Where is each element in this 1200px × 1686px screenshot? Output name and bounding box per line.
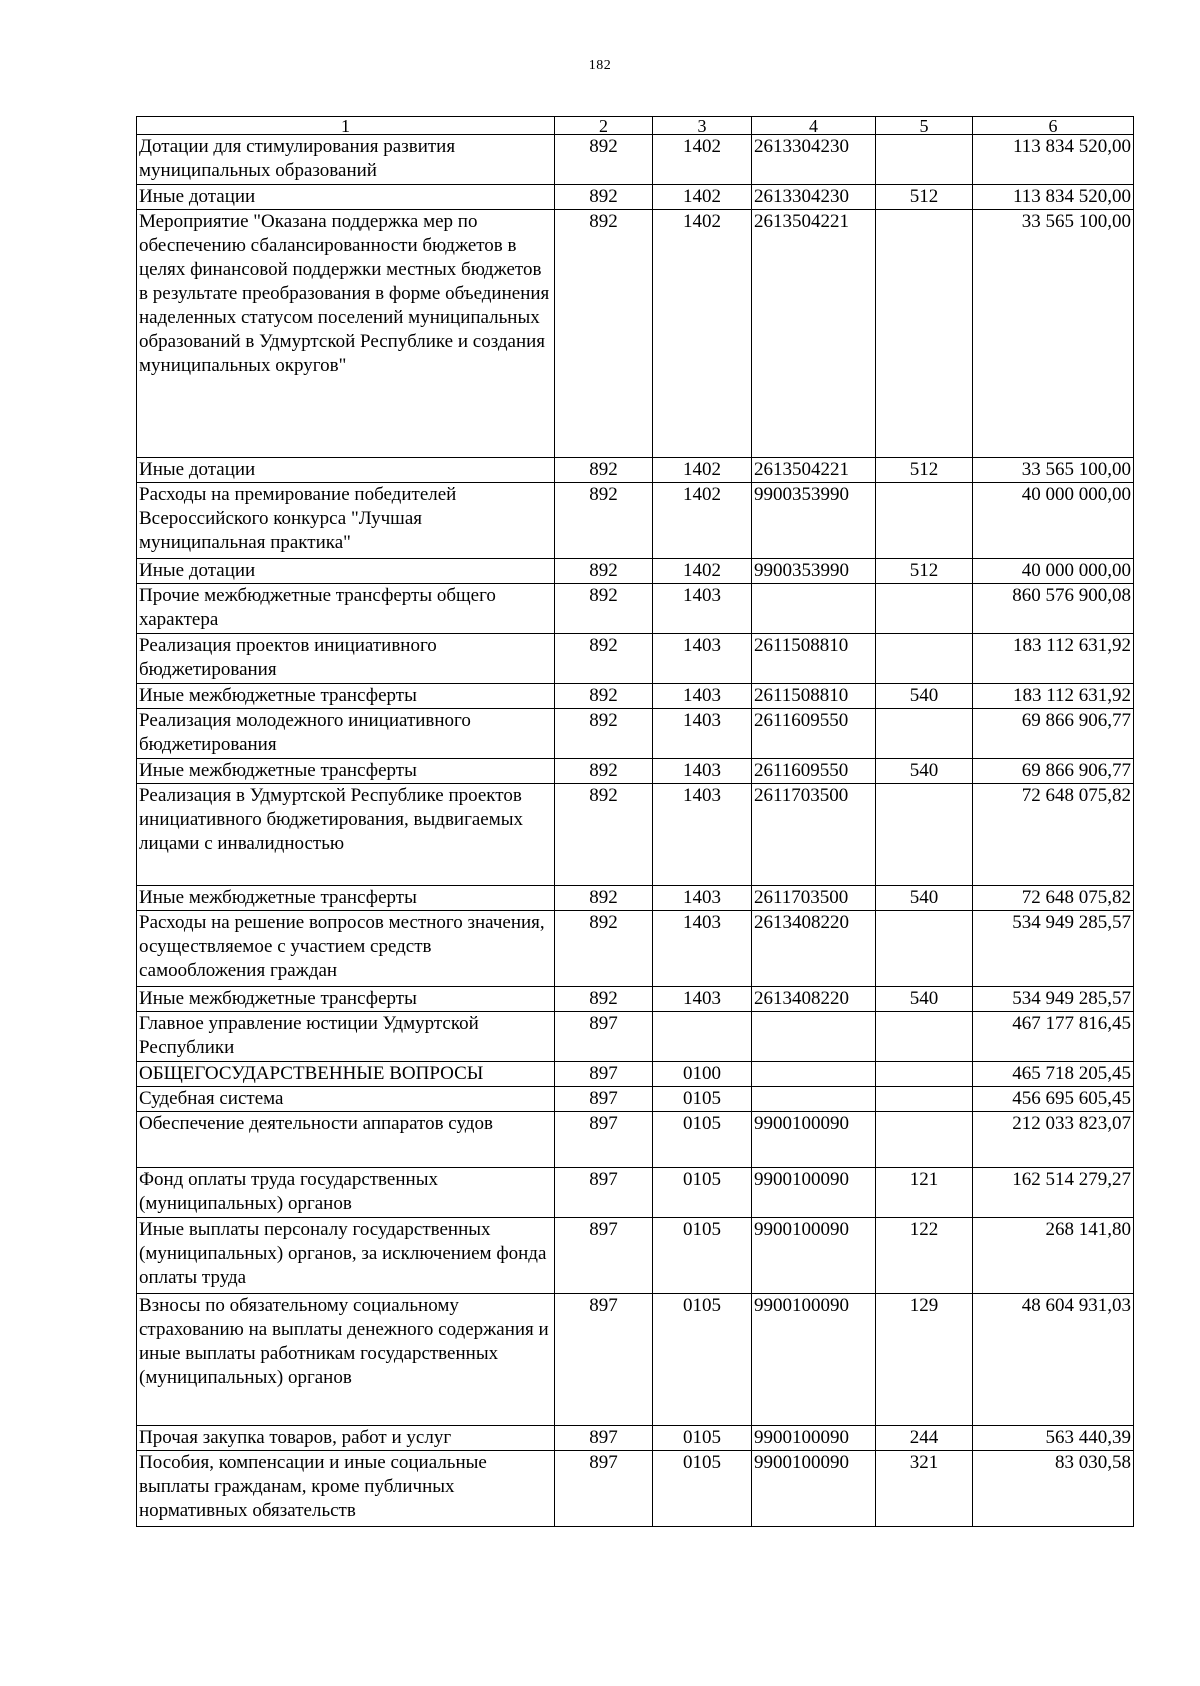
row-col-5 — [876, 1087, 973, 1112]
row-col-6: 860 576 900,08 — [973, 584, 1134, 634]
table-row — [137, 185, 1134, 210]
row-col-3: 1402 — [653, 135, 752, 185]
row-col-3: 1403 — [653, 584, 752, 634]
row-name: Прочая закупка товаров, работ и услуг — [137, 1426, 555, 1451]
row-col-5: 540 — [876, 987, 973, 1012]
row-name: Дотации для стимулирования развития муниципальных образований — [137, 135, 555, 185]
row-col-6: 113 834 520,00 — [973, 185, 1134, 210]
row-col-4: 9900100090 — [752, 1294, 876, 1426]
row-col-6: 33 565 100,00 — [973, 458, 1134, 483]
row-col-5: 122 — [876, 1218, 973, 1294]
row-col-5: 512 — [876, 559, 973, 584]
row-name: Фонд оплаты труда государственных (муниципальных) органов — [137, 1168, 555, 1218]
table-row — [137, 684, 1134, 709]
page-number: 182 — [588, 58, 612, 73]
row-col-5 — [876, 1012, 973, 1062]
row-col-2: 892 — [555, 584, 653, 634]
row-col-6: 467 177 816,45 — [973, 1012, 1134, 1062]
row-col-5: 540 — [876, 684, 973, 709]
row-col-3: 0105 — [653, 1168, 752, 1218]
row-col-6: 69 866 906,77 — [973, 759, 1134, 784]
row-col-4: 2613408220 — [752, 987, 876, 1012]
row-col-6: 563 440,39 — [973, 1426, 1134, 1451]
row-col-5 — [876, 135, 973, 185]
row-col-3: 1403 — [653, 987, 752, 1012]
row-col-5 — [876, 483, 973, 559]
row-name: Судебная система — [137, 1087, 555, 1112]
row-col-6: 183 112 631,92 — [973, 634, 1134, 684]
row-col-2: 892 — [555, 458, 653, 483]
row-col-3: 1403 — [653, 886, 752, 911]
row-col-4: 2613504221 — [752, 458, 876, 483]
row-col-6: 40 000 000,00 — [973, 559, 1134, 584]
row-col-2: 897 — [555, 1451, 653, 1527]
row-col-4: 2613304230 — [752, 135, 876, 185]
row-name: Иные дотации — [137, 559, 555, 584]
table-row — [137, 1294, 1134, 1426]
table-row — [137, 1062, 1134, 1087]
row-name: Прочие межбюджетные трансферты общего характера — [137, 584, 555, 634]
row-col-2: 897 — [555, 1294, 653, 1426]
row-col-6: 162 514 279,27 — [973, 1168, 1134, 1218]
row-name: Главное управление юстиции Удмуртской Республики — [137, 1012, 555, 1062]
row-col-5: 321 — [876, 1451, 973, 1527]
row-col-4 — [752, 1087, 876, 1112]
row-name: ОБЩЕГОСУДАРСТВЕННЫЕ ВОПРОСЫ — [137, 1062, 555, 1087]
row-name: Иные дотации — [137, 458, 555, 483]
row-name: Расходы на премирование победителей Всероссийского конкурса "Лучшая муниципальная практика" — [137, 483, 555, 559]
row-col-2: 892 — [555, 684, 653, 709]
row-name: Мероприятие "Оказана поддержка мер по обеспечению сбалансированности бюджетов в целях финансовой поддержки местных бюджетов в результате преобразования в форме объединения наделенных статусом поселений муниципальных образований в Удмуртской Республике и создания муниципальных округов" — [137, 210, 555, 458]
row-col-6: 40 000 000,00 — [973, 483, 1134, 559]
table-row — [137, 784, 1134, 886]
row-col-4: 9900353990 — [752, 559, 876, 584]
row-col-2: 892 — [555, 886, 653, 911]
row-col-2: 897 — [555, 1218, 653, 1294]
row-col-3: 1403 — [653, 684, 752, 709]
table-row — [137, 458, 1134, 483]
row-name: Пособия, компенсации и иные социальные выплаты гражданам, кроме публичных нормативных обязательств — [137, 1451, 555, 1527]
table-row — [137, 709, 1134, 759]
row-col-4: 9900100090 — [752, 1168, 876, 1218]
row-col-6: 183 112 631,92 — [973, 684, 1134, 709]
row-col-5: 512 — [876, 185, 973, 210]
row-col-6: 465 718 205,45 — [973, 1062, 1134, 1087]
header-row — [137, 117, 1134, 135]
row-name: Иные выплаты персоналу государственных (муниципальных) органов, за исключением фонда оплаты труда — [137, 1218, 555, 1294]
row-col-2: 892 — [555, 784, 653, 886]
row-col-3: 0105 — [653, 1112, 752, 1168]
row-col-3: 1402 — [653, 483, 752, 559]
row-col-3: 1403 — [653, 759, 752, 784]
row-col-3: 1403 — [653, 709, 752, 759]
row-col-6: 33 565 100,00 — [973, 210, 1134, 458]
row-col-6: 69 866 906,77 — [973, 709, 1134, 759]
row-col-5: 540 — [876, 886, 973, 911]
row-col-4: 2611703500 — [752, 886, 876, 911]
row-col-2: 897 — [555, 1426, 653, 1451]
row-col-3: 0105 — [653, 1426, 752, 1451]
row-col-2: 892 — [555, 483, 653, 559]
row-col-5 — [876, 634, 973, 684]
table-row — [137, 483, 1134, 559]
header-col-1: 1 — [137, 117, 555, 135]
row-col-2: 892 — [555, 185, 653, 210]
row-col-3 — [653, 1012, 752, 1062]
row-col-4 — [752, 1012, 876, 1062]
budget-table — [136, 116, 1134, 1527]
table-row — [137, 634, 1134, 684]
row-col-5: 540 — [876, 759, 973, 784]
row-col-6: 113 834 520,00 — [973, 135, 1134, 185]
row-col-5: 121 — [876, 1168, 973, 1218]
table-row — [137, 911, 1134, 987]
row-col-2: 897 — [555, 1168, 653, 1218]
row-col-5: 244 — [876, 1426, 973, 1451]
row-name: Иные межбюджетные трансферты — [137, 987, 555, 1012]
row-name: Расходы на решение вопросов местного значения, осуществляемое с участием средств самообложения граждан — [137, 911, 555, 987]
row-col-3: 1403 — [653, 634, 752, 684]
row-col-2: 892 — [555, 210, 653, 458]
row-col-5 — [876, 784, 973, 886]
row-col-3: 0100 — [653, 1062, 752, 1087]
header-col-3: 3 — [653, 117, 752, 135]
row-col-6: 83 030,58 — [973, 1451, 1134, 1527]
row-col-3: 1402 — [653, 185, 752, 210]
row-col-4: 9900353990 — [752, 483, 876, 559]
header-col-2: 2 — [555, 117, 653, 135]
row-col-3: 1402 — [653, 559, 752, 584]
row-name: Реализация молодежного инициативного бюджетирования — [137, 709, 555, 759]
row-col-6: 48 604 931,03 — [973, 1294, 1134, 1426]
row-col-6: 534 949 285,57 — [973, 911, 1134, 987]
row-col-4: 2613304230 — [752, 185, 876, 210]
row-col-6: 534 949 285,57 — [973, 987, 1134, 1012]
row-col-6: 72 648 075,82 — [973, 886, 1134, 911]
row-col-4 — [752, 584, 876, 634]
row-col-2: 897 — [555, 1112, 653, 1168]
table-row — [137, 759, 1134, 784]
row-col-2: 892 — [555, 709, 653, 759]
row-name: Иные межбюджетные трансферты — [137, 759, 555, 784]
row-name: Иные межбюджетные трансферты — [137, 886, 555, 911]
row-col-2: 892 — [555, 987, 653, 1012]
row-col-4: 2611508810 — [752, 634, 876, 684]
row-col-5: 129 — [876, 1294, 973, 1426]
row-col-3: 1402 — [653, 458, 752, 483]
row-col-5: 512 — [876, 458, 973, 483]
row-col-6: 72 648 075,82 — [973, 784, 1134, 886]
row-col-4: 9900100090 — [752, 1112, 876, 1168]
row-col-4 — [752, 1062, 876, 1087]
table-row — [137, 1426, 1134, 1451]
row-col-2: 897 — [555, 1012, 653, 1062]
row-col-2: 892 — [555, 911, 653, 987]
table-row — [137, 987, 1134, 1012]
header-col-4: 4 — [752, 117, 876, 135]
row-col-3: 1403 — [653, 784, 752, 886]
row-col-5 — [876, 584, 973, 634]
row-col-4: 9900100090 — [752, 1218, 876, 1294]
row-col-3: 0105 — [653, 1087, 752, 1112]
row-col-3: 0105 — [653, 1451, 752, 1527]
row-col-4: 2611609550 — [752, 709, 876, 759]
table-row — [137, 1218, 1134, 1294]
row-col-5 — [876, 709, 973, 759]
row-name: Реализация в Удмуртской Республике проектов инициативного бюджетирования, выдвигаемых лицами с инвалидностью — [137, 784, 555, 886]
row-name: Взносы по обязательному социальному страхованию на выплаты денежного содержания и иные выплаты работникам государственных (муниципальных) органов — [137, 1294, 555, 1426]
table-row — [137, 1112, 1134, 1168]
row-col-3: 1402 — [653, 210, 752, 458]
row-col-5 — [876, 1112, 973, 1168]
table-row — [137, 1451, 1134, 1527]
row-col-2: 892 — [555, 634, 653, 684]
table-row — [137, 559, 1134, 584]
header-col-6: 6 — [973, 117, 1134, 135]
row-col-4: 9900100090 — [752, 1426, 876, 1451]
row-name: Иные межбюджетные трансферты — [137, 684, 555, 709]
row-col-2: 892 — [555, 759, 653, 784]
row-col-5 — [876, 210, 973, 458]
row-col-6: 212 033 823,07 — [973, 1112, 1134, 1168]
row-col-5 — [876, 1062, 973, 1087]
row-col-4: 2613408220 — [752, 911, 876, 987]
row-col-5 — [876, 911, 973, 987]
row-col-2: 897 — [555, 1087, 653, 1112]
header-col-5: 5 — [876, 117, 973, 135]
table-row — [137, 886, 1134, 911]
row-col-4: 9900100090 — [752, 1451, 876, 1527]
row-col-4: 2613504221 — [752, 210, 876, 458]
row-col-4: 2611609550 — [752, 759, 876, 784]
table-row — [137, 584, 1134, 634]
row-col-2: 897 — [555, 1062, 653, 1087]
row-col-3: 0105 — [653, 1218, 752, 1294]
row-name: Реализация проектов инициативного бюджетирования — [137, 634, 555, 684]
row-col-4: 2611508810 — [752, 684, 876, 709]
table-row — [137, 1168, 1134, 1218]
row-col-3: 1403 — [653, 911, 752, 987]
row-name: Иные дотации — [137, 185, 555, 210]
row-col-2: 892 — [555, 559, 653, 584]
table-row — [137, 1087, 1134, 1112]
table-row — [137, 1012, 1134, 1062]
row-col-3: 0105 — [653, 1294, 752, 1426]
table-row — [137, 135, 1134, 185]
table-row — [137, 210, 1134, 458]
row-col-6: 268 141,80 — [973, 1218, 1134, 1294]
row-col-6: 456 695 605,45 — [973, 1087, 1134, 1112]
row-name: Обеспечение деятельности аппаратов судов — [137, 1112, 555, 1168]
row-col-4: 2611703500 — [752, 784, 876, 886]
row-col-2: 892 — [555, 135, 653, 185]
